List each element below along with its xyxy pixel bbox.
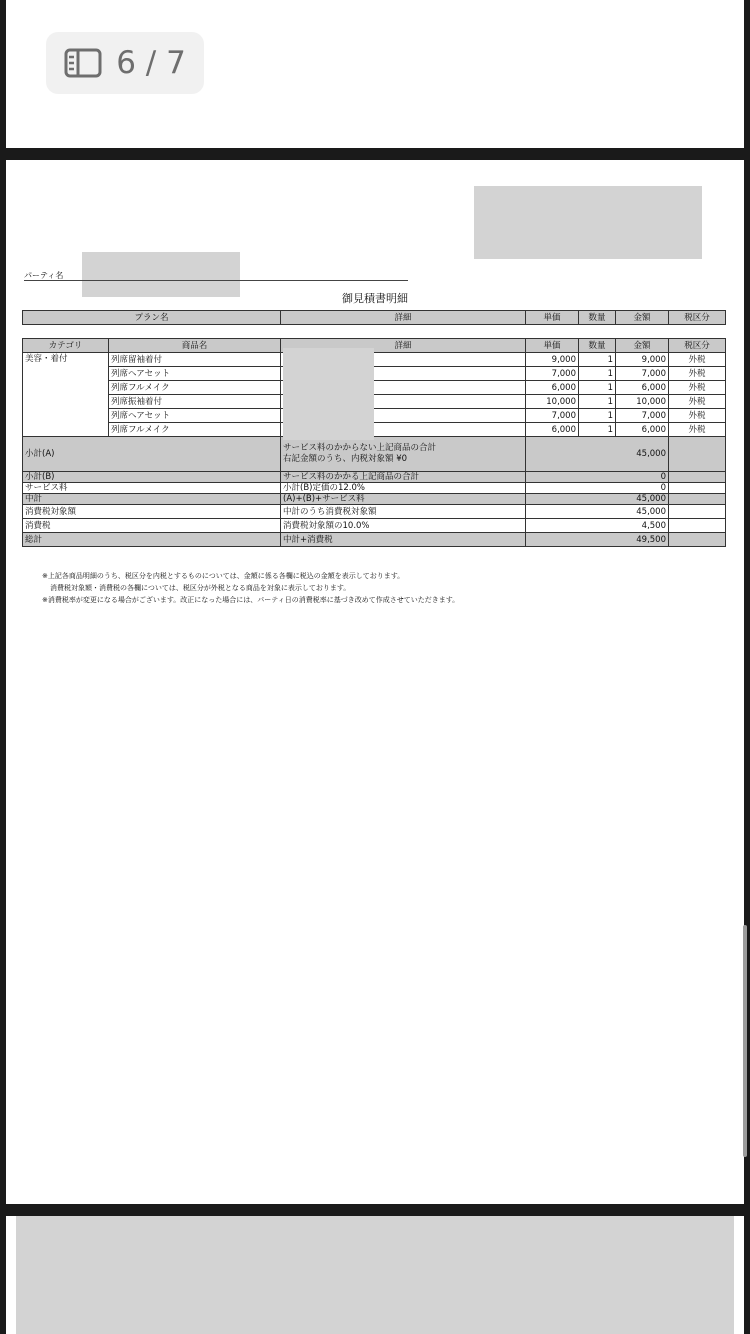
consumption-tax-row	[23, 519, 726, 533]
footnote: ※消費税率が変更になる場合がございます。改正になった場合には、パーティ日の消費税率に基づき改めて作成させていただきます。	[42, 596, 460, 604]
items-table	[22, 338, 726, 547]
unit-price: 6,000	[526, 381, 579, 395]
column-header: 金額	[616, 311, 669, 325]
tax-type: 外税	[669, 367, 726, 381]
tax-type: 外税	[669, 395, 726, 409]
quantity: 1	[579, 409, 616, 423]
footnotes	[42, 570, 459, 606]
summary-blank	[669, 494, 726, 505]
column-header: 数量	[579, 311, 616, 325]
amount: 7,000	[616, 409, 669, 423]
summary-detail: 消費税対象額の10.0%	[281, 519, 526, 533]
column-header: 単価	[526, 311, 579, 325]
amount: 6,000	[616, 423, 669, 437]
summary-blank	[669, 533, 726, 547]
table-row	[23, 381, 726, 395]
table-row	[23, 409, 726, 423]
summary-amount: 49,500	[526, 533, 669, 547]
previous-page	[6, 0, 744, 148]
unit-price: 7,000	[526, 409, 579, 423]
summary-detail-line: サービス料のかからない上記商品の合計	[283, 443, 437, 453]
item-name: 列席ヘアセット	[109, 409, 281, 423]
tax-type: 外税	[669, 353, 726, 367]
table-row	[23, 395, 726, 409]
table-row	[23, 423, 726, 437]
item-name: 列席振袖着付	[109, 395, 281, 409]
taxable-amount-row	[23, 505, 726, 519]
summary-label: 小計(B)	[23, 472, 281, 483]
column-header: 金額	[616, 339, 669, 353]
page-indicator-button[interactable]	[46, 32, 204, 94]
items-table-header	[23, 339, 726, 353]
quantity: 1	[579, 367, 616, 381]
grand-total-row	[23, 533, 726, 547]
summary-label: 中計	[23, 494, 281, 505]
item-name: 列席フルメイク	[109, 423, 281, 437]
quantity: 1	[579, 353, 616, 367]
column-header: 税区分	[669, 339, 726, 353]
service-fee-row	[23, 483, 726, 494]
midtotal-row	[23, 494, 726, 505]
quantity: 1	[579, 381, 616, 395]
column-header: 詳細	[281, 339, 526, 353]
footnote: 消費税対象額・消費税の各欄については、税区分が外税となる商品を対象に表示しております。	[50, 584, 351, 592]
column-header: 税区分	[669, 311, 726, 325]
summary-label: 消費税	[23, 519, 281, 533]
sidebar-panel-icon	[64, 48, 102, 78]
vertical-scrollbar[interactable]	[743, 925, 747, 1157]
summary-label: 消費税対象額	[23, 505, 281, 519]
column-header: 詳細	[281, 311, 526, 325]
summary-label: 小計(A)	[23, 437, 281, 472]
summary-blank	[669, 505, 726, 519]
summary-blank	[669, 483, 726, 494]
summary-label: サービス料	[23, 483, 281, 494]
column-header: 商品名	[109, 339, 281, 353]
amount: 10,000	[616, 395, 669, 409]
column-header: プラン名	[23, 311, 281, 325]
redacted-item-details	[283, 348, 374, 440]
unit-price: 9,000	[526, 353, 579, 367]
next-page	[6, 1216, 744, 1334]
item-name: 列席ヘアセット	[109, 367, 281, 381]
subtotal-a-row	[23, 437, 726, 472]
unit-price: 7,000	[526, 367, 579, 381]
estimate-document-page	[6, 160, 744, 1204]
amount: 6,000	[616, 381, 669, 395]
summary-blank	[669, 472, 726, 483]
item-name: 列席留袖着付	[109, 353, 281, 367]
table-row	[23, 367, 726, 381]
column-header: 数量	[579, 339, 616, 353]
unit-price: 10,000	[526, 395, 579, 409]
summary-amount: 4,500	[526, 519, 669, 533]
summary-blank	[669, 437, 726, 472]
summary-blank	[669, 519, 726, 533]
summary-amount: 0	[526, 483, 669, 494]
tax-type: 外税	[669, 381, 726, 395]
column-header: カテゴリ	[23, 339, 109, 353]
subtotal-b-row	[23, 472, 726, 483]
redacted-next-page-content	[16, 1216, 734, 1334]
document-title: 御見積書明細	[342, 292, 408, 305]
quantity: 1	[579, 423, 616, 437]
party-name-label: パーティ名	[24, 271, 64, 280]
redacted-logo-block	[474, 186, 702, 259]
summary-amount: 45,000	[526, 505, 669, 519]
amount: 7,000	[616, 367, 669, 381]
summary-detail: サービス料のかかる上記商品の合計	[281, 472, 526, 483]
summary-detail: 中計のうち消費税対象額	[281, 505, 526, 519]
footnote: ※上記各商品明細のうち、税区分を内税とするものについては、金額に係る各欄に税込の金額を表示しております。	[42, 572, 405, 580]
tax-type: 外税	[669, 409, 726, 423]
table-row	[23, 353, 726, 367]
quantity: 1	[579, 395, 616, 409]
party-name-underline	[24, 280, 408, 281]
page-indicator-label: 6 / 7	[116, 45, 186, 81]
amount: 9,000	[616, 353, 669, 367]
summary-amount: 0	[526, 472, 669, 483]
column-header: 単価	[526, 339, 579, 353]
tax-type: 外税	[669, 423, 726, 437]
summary-amount: 45,000	[526, 437, 669, 472]
summary-detail-line: 右記金額のうち、内税対象額 ¥0	[283, 454, 408, 464]
plan-table-header	[23, 311, 726, 325]
summary-detail: 小計(B)定価の12.0%	[281, 483, 526, 494]
unit-price: 6,000	[526, 423, 579, 437]
plan-table	[22, 310, 726, 325]
category-cell: 美容・着付	[23, 353, 109, 437]
summary-detail: 中計+消費税	[281, 533, 526, 547]
item-name: 列席フルメイク	[109, 381, 281, 395]
summary-detail	[281, 437, 526, 472]
summary-amount: 45,000	[526, 494, 669, 505]
summary-detail: (A)+(B)+サービス料	[281, 494, 526, 505]
summary-label: 総計	[23, 533, 281, 547]
